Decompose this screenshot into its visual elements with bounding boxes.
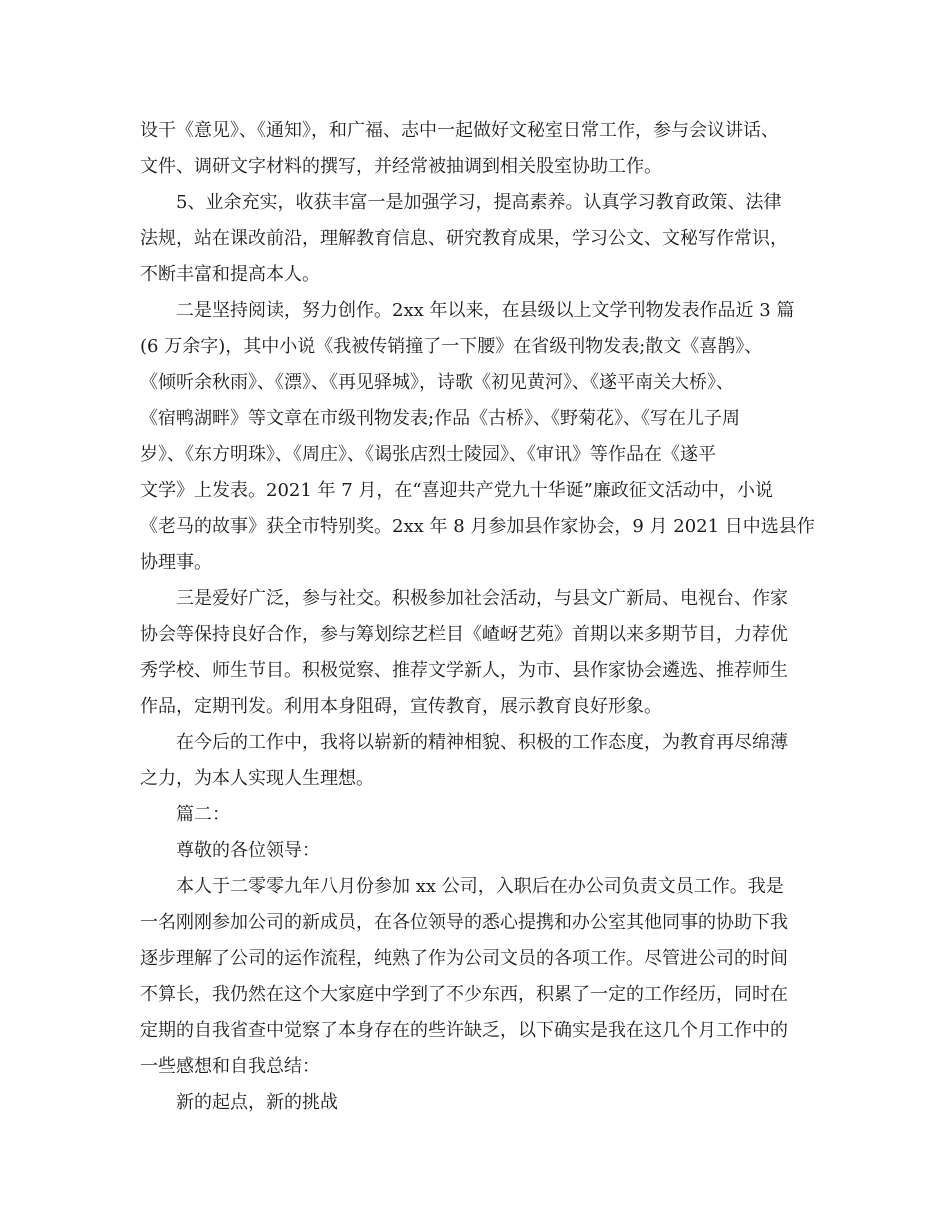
paragraph-first-line: 本人于二零零九年八月份参加 xx 公司，入职后在办公司负责文员工作。我是 — [176, 876, 784, 897]
text-line: 文件、调研文字材料的撰写，并经常被抽调到相关股室协助工作。 — [140, 156, 662, 177]
text-line: 定期的自我省查中觉察了本身存在的些许缺乏，以下确实是我在这几个月工作中的 — [140, 1020, 788, 1041]
paragraph-first-line: 在今后的工作中，我将以崭新的精神相貌、积极的工作态度，为教育再尽绵薄 — [176, 732, 788, 753]
text-line: 《宿鸭湖畔》等文章在市级刊物发表;作品《古桥》、《野菊花》、《写在儿子周 — [140, 408, 741, 429]
text-line: 不算长，我仍然在这个大家庭中学到了不少东西，积累了一定的工作经历，同时在 — [140, 984, 788, 1005]
text-line: 作品，定期刊发。利用本身阻碍，宣传教育，展示教育良好形象。 — [140, 696, 662, 717]
salutation: 尊敬的各位领导： — [176, 840, 320, 861]
text-line: 秀学校、师生节目。积极觉察、推荐文学新人，为市、县作家协会遴选、推荐师生 — [140, 660, 788, 681]
text-line: 协理事。 — [140, 552, 212, 573]
text-line: 文学》上发表。2021 年 7 月，在“喜迎共产党九十华诞”廉政征文活动中，小说 — [140, 480, 773, 501]
text-line: (6 万余字)，其中小说《我被传销撞了一下腰》在省级刊物发表;散文《喜鹊》、 — [140, 336, 763, 357]
subheading: 新的起点，新的挑战 — [176, 1092, 338, 1113]
text-line: 协会等保持良好合作，参与筹划综艺栏目《嵖岈艺苑》首期以来多期节目，力荐优 — [140, 624, 788, 645]
text-line: 法规，站在课改前沿，理解教育信息、研究教育成果，学习公文、文秘写作常识， — [140, 228, 788, 249]
paragraph-first-line: 三是爱好广泛，参与社交。积极参加社会活动，与县文广新局、电视台、作家 — [176, 588, 788, 609]
text-line: 《倾听余秋雨》、《漂》、《再见驿城》，诗歌《初见黄河》、《遂平南关大桥》、 — [140, 372, 734, 393]
text-line: 之力，为本人实现人生理想。 — [140, 768, 374, 789]
section-heading: 篇二： — [176, 804, 230, 825]
text-line: 不断丰富和提高本人。 — [140, 264, 320, 285]
paragraph-first-line: 二是坚持阅读，努力创作。2xx 年以来，在县级以上文学刊物发表作品近 3 篇 — [176, 300, 795, 321]
text-line: 一名刚刚参加公司的新成员，在各位领导的悉心提携和办公室其他同事的协助下我 — [140, 912, 788, 933]
text-line: 设干《意见》、《通知》，和广福、志中一起做好文秘室日常工作，参与会议讲话、 — [140, 120, 779, 141]
paragraph-first-line: 5、业余充实，收获丰富一是加强学习，提高素养。认真学习教育政策、法律 — [176, 192, 782, 213]
text-line: 岁》、《东方明珠》、《周庄》、《谒张店烈士陵园》、《审讯》等作品在《遂平 — [140, 444, 716, 465]
text-line: 一些感想和自我总结： — [140, 1056, 320, 1077]
text-line: 《老马的故事》获全市特别奖。2xx 年 8 月参加县作家协会，9 月 2021 日中选县作 — [140, 516, 815, 537]
text-line: 逐步理解了公司的运作流程，纯熟了作为公司文员的各项工作。尽管进公司的时间 — [140, 948, 788, 969]
